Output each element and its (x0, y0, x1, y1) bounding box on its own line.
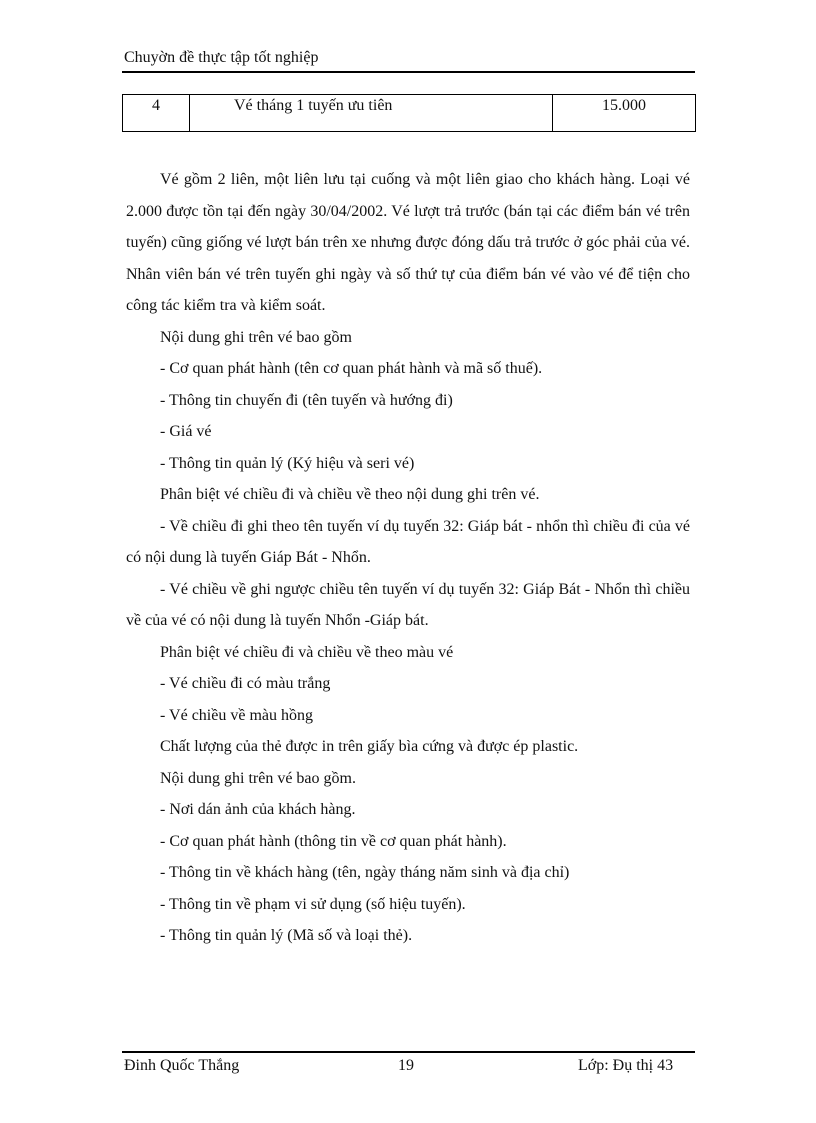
paragraph-card-content-heading: Nội dung ghi trên vé bao gồm. (160, 769, 356, 787)
table-row (123, 95, 696, 132)
paragraph-card-quality: Chất lượng của thẻ được in trên giấy bìa cứng và được ép plastic. (160, 738, 579, 755)
list-item: - Vé chiều về màu hồng (160, 706, 313, 724)
row-number-cell: 4 (123, 95, 190, 132)
running-header: Chuyờn đề thực tập tốt nghiệp (124, 49, 319, 66)
footer-author: Đinh Quốc Thắng (124, 1057, 240, 1074)
ticket-price-cell: 15.000 (553, 95, 696, 132)
paragraph-direction-heading: Phân biệt vé chiều đi và chiều về theo nội dung ghi trên vé. (160, 486, 540, 503)
list-item: - Giá vé (160, 423, 212, 440)
list-item: - Thông tin về phạm vi sử dụng (số hiệu tuyến). (160, 895, 466, 913)
list-item: - Vé chiều về ghi ngược chiều tên tuyến ví dụ tuyến 32: Giáp Bát - Nhổn thì chiều về của vé có nội dung là tuyến Nhổn -Giáp bát. (126, 580, 690, 629)
ticket-name-cell: Vé tháng 1 tuyến ưu tiên (190, 95, 553, 132)
list-item: - Thông tin chuyến đi (tên tuyến và hướng đi) (160, 391, 453, 409)
list-item: - Thông tin về khách hàng (tên, ngày tháng năm sinh và địa chỉ) (160, 864, 570, 881)
header-rule (122, 71, 695, 73)
ticket-price-table (122, 94, 696, 132)
paragraph-content-heading: Nội dung ghi trên vé bao gồm (160, 328, 352, 346)
list-item: - Vé chiều đi có màu trắng (160, 675, 331, 692)
page-number: 19 (398, 1057, 414, 1074)
paragraph-color-heading: Phân biệt vé chiều đi và chiều về theo màu vé (160, 643, 454, 661)
list-item: - Thông tin quản lý (Mã số và loại thẻ). (160, 927, 413, 944)
footer-class: Lớp: Đụ thị 43 (578, 1057, 674, 1074)
footer-rule (122, 1051, 695, 1053)
body-text (126, 164, 690, 952)
paragraph-ticket-description: Vé gồm 2 liên, một liên lưu tại cuống và một liên giao cho khách hàng. Loại vé 2.000 được tồn tại đến ngày 30/04/2002. Vé lượt trả trước (bán tại các điểm bán vé trên tuyến) cũng giống vé lượt bán trên xe nhưng được đóng dấu trả trước ở góc phải của vé. Nhân viên bán vé trên tuyến ghi ngày và số thứ tự của điểm bán vé vào vé để tiện cho công tác kiểm tra và kiểm soát. (126, 171, 690, 314)
list-item: - Nơi dán ảnh của khách hàng. (160, 801, 356, 818)
list-item: - Thông tin quản lý (Ký hiệu và seri vé) (160, 454, 415, 472)
list-item: - Về chiều đi ghi theo tên tuyến ví dụ tuyến 32: Giáp bát - nhổn thì chiều đi của vé có nội dung là tuyến Giáp Bát - Nhổn. (126, 517, 690, 566)
list-item: - Cơ quan phát hành (thông tin về cơ quan phát hành). (160, 832, 507, 850)
list-item: - Cơ quan phát hành (tên cơ quan phát hành và mã số thuế). (160, 360, 543, 377)
